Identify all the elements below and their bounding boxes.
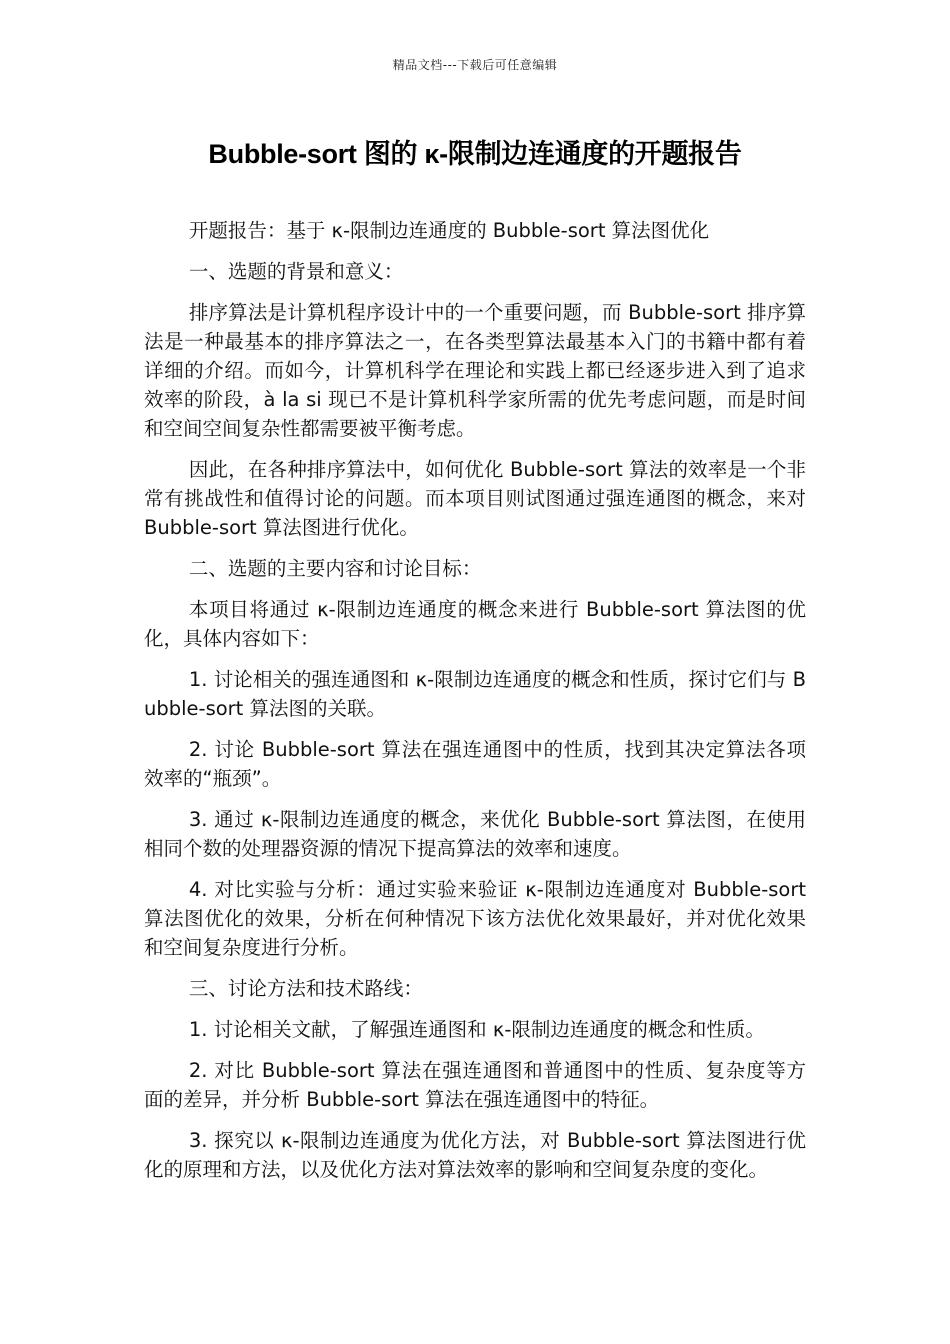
paragraph-intro: 开题报告：基于 κ-限制边连通度的 Bubble-sort 算法图优化 [188,219,710,242]
method-item-2: 2. 对比 Bubble-sort 算法在强连通图和普通图中的性质、复杂度等方面的差异，并分析 Bubble-sort 算法在强连通图中的特征。 [144,1059,806,1111]
page-header: 精品文档---下载后可任意编辑 [392,58,558,72]
method-item-3: 3. 探究以 κ-限制边连通度为优化方法，对 Bubble-sort 算法图进行优化的原理和方法，以及优化方法对算法效率的影响和空间复杂度的变化。 [144,1129,806,1181]
content-item-2: 2. 讨论 Bubble-sort 算法在强连通图中的性质，找到其决定算法各项效率的“瓶颈”。 [144,738,806,790]
content-item-1: 1. 讨论相关的强连通图和 κ-限制边连通度的概念和性质，探讨它们与 Bubble-sort 算法图的关联。 [144,668,806,720]
paragraph-content-intro: 本项目将通过 κ-限制边连通度的概念来进行 Bubble-sort 算法图的优化，具体内容如下： [144,598,806,650]
paragraph-background-1: 排序算法是计算机程序设计中的一个重要问题，而 Bubble-sort 排序算法是一种最基本的排序算法之一，在各类型算法最基本入门的书籍中都有着详细的介绍。而如今，计算机科学在理论和实践上都已经逐步进入到了追求效率的阶段，à la si 现已不是计算机科学家所需的优先考虑问题，而是时间和空间空间复杂性都需要被平衡考虑。 [144,301,806,440]
section-heading-content: 二、选题的主要内容和讨论目标： [188,557,482,580]
paragraph-background-2: 因此，在各种排序算法中，如何优化 Bubble-sort 算法的效率是一个非常有挑战性和值得讨论的问题。而本项目则试图通过强连通图的概念，来对 Bubble-sort 算法图进行优化。 [144,458,806,539]
document-title: Bubble-sort 图的 κ-限制边连通度的开题报告 [208,139,742,169]
content-item-3: 3. 通过 κ-限制边连通度的概念，来优化 Bubble-sort 算法图，在使用相同个数的处理器资源的情况下提高算法的效率和速度。 [144,808,806,860]
section-heading-methods: 三、讨论方法和技术路线： [188,977,423,1000]
section-heading-background: 一、选题的背景和意义： [188,260,404,283]
document-body [144,216,806,1196]
content-item-4: 4. 对比实验与分析：通过实验来验证 κ-限制边连通度对 Bubble-sort 算法图优化的效果，分析在何种情况下该方法优化效果最好，并对优化效果和空间复杂度进行分析。 [144,878,806,959]
method-item-1: 1. 讨论相关文献，了解强连通图和 κ-限制边连通度的概念和性质。 [188,1018,765,1041]
